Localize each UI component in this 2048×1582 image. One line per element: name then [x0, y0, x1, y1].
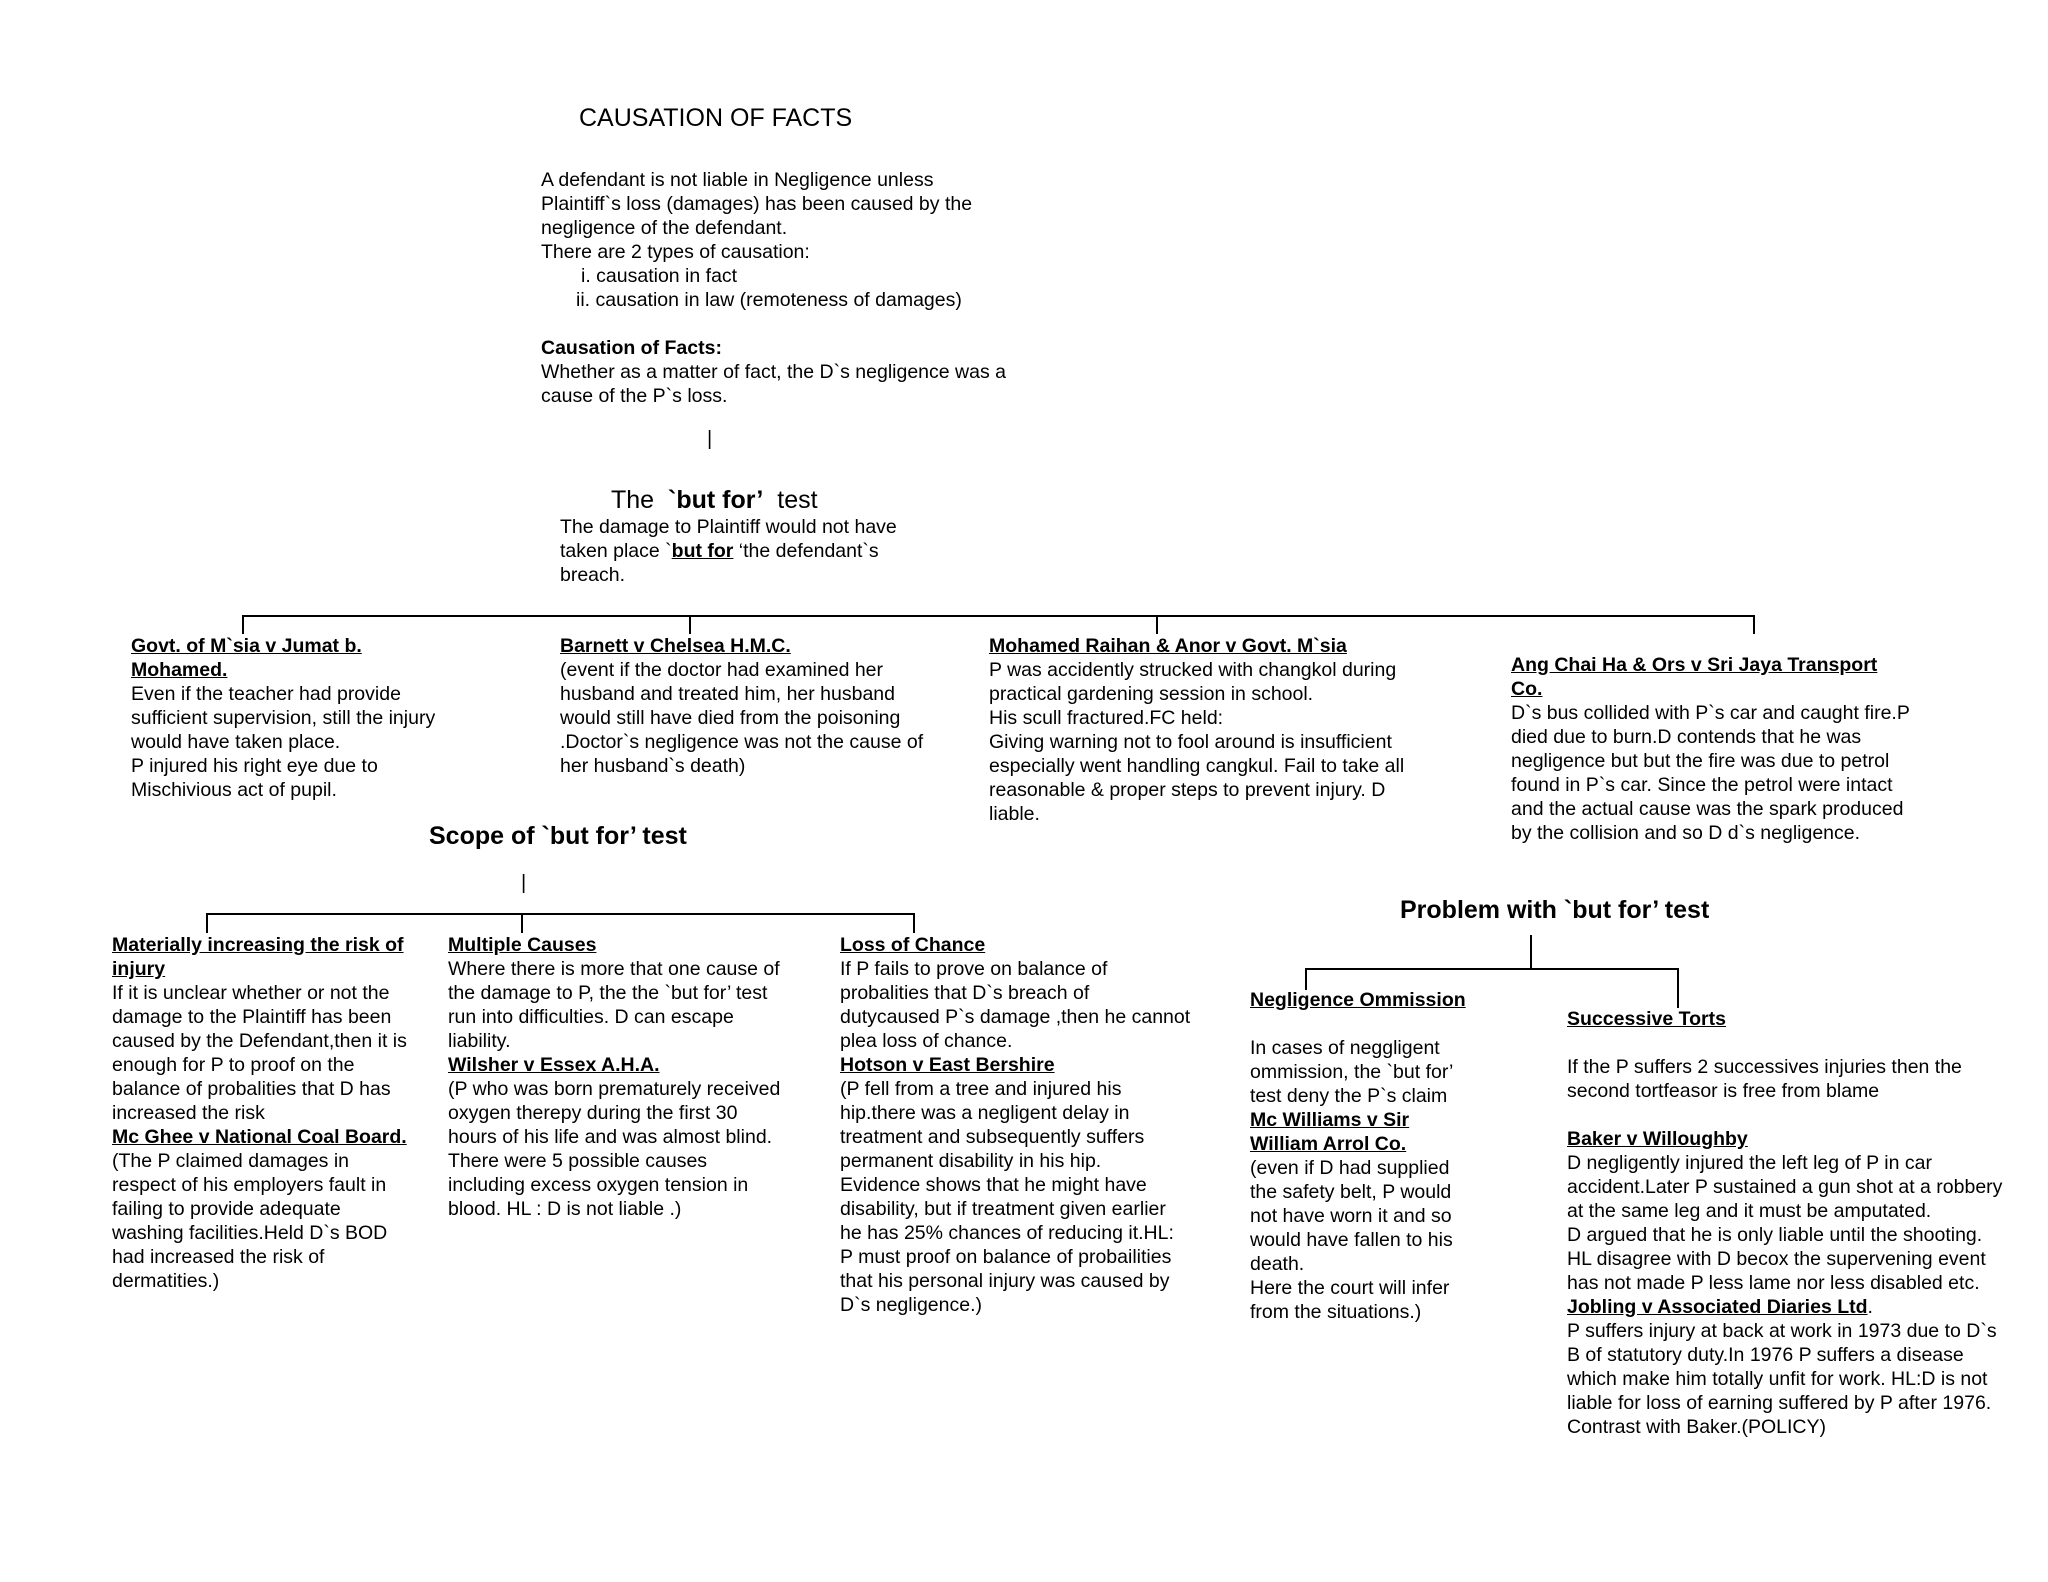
- case-text: practical gardening session in school.: [989, 683, 1314, 705]
- case-text: failing to provide adequate: [112, 1198, 341, 1220]
- definition-heading: Causation of Facts:: [541, 337, 722, 359]
- case-title: Jobling v Associated Diaries Ltd: [1567, 1296, 1868, 1318]
- definition-line: Whether as a matter of fact, the D`s negligence was a: [541, 361, 1006, 383]
- scope-text: plea loss of chance.: [840, 1030, 1013, 1052]
- intro-line: A defendant is not liable in Negligence unless: [541, 169, 934, 191]
- case-text: P injured his right eye due to: [131, 755, 378, 777]
- case-text: (The P claimed damages in: [112, 1150, 350, 1172]
- case-text: oxygen therepy during the first 30: [448, 1102, 738, 1124]
- case-barnett: [560, 634, 923, 778]
- case-text: His scull fractured.FC held:: [989, 707, 1224, 729]
- scope-text: If it is unclear whether or not the: [112, 982, 390, 1004]
- scope-title: Loss of Chance: [840, 934, 986, 956]
- scope-tree-branch: [206, 913, 208, 933]
- case-text: Mischivious act of pupil.: [131, 779, 337, 801]
- scope-tree-branch: [913, 913, 915, 933]
- case-text: B of statutory duty.In 1976 P suffers a disease: [1567, 1344, 1964, 1366]
- case-title: Mohamed Raihan & Anor v Govt. M`sia: [989, 635, 1347, 657]
- case-tree-branch: [1753, 615, 1755, 634]
- case-text: blood. HL : D is not liable .): [448, 1198, 682, 1220]
- page-title: CAUSATION OF FACTS: [579, 104, 853, 132]
- scope-text: damage to the Plaintiff has been: [112, 1006, 392, 1028]
- case-text: Here the court will infer: [1250, 1277, 1450, 1299]
- case-text: P must proof on balance of probailities: [840, 1246, 1172, 1268]
- problem-text: ommission, the `but for’: [1250, 1061, 1454, 1083]
- but-for-emphasis: but for: [671, 540, 734, 562]
- case-text: hours of his life and was almost blind.: [448, 1126, 773, 1148]
- but-for-heading: [611, 486, 818, 515]
- case-title: Mc Williams v Sir: [1250, 1109, 1410, 1131]
- problem-title: Successive Torts: [1567, 1008, 1726, 1030]
- case-text: D negligently injured the left leg of P in car: [1567, 1152, 1932, 1174]
- causation-types-list: [541, 264, 1006, 312]
- case-text: death.: [1250, 1253, 1305, 1275]
- case-text: HL disagree with D becox the supervening event: [1567, 1248, 1986, 1270]
- case-text: dermatities.): [112, 1270, 220, 1292]
- scope-text: dutycaused P`s damage ,then he cannot: [840, 1006, 1191, 1028]
- case-text: washing facilities.Held D`s BOD: [112, 1222, 388, 1244]
- case-text: D`s negligence.): [840, 1294, 982, 1316]
- case-text: would have fallen to his: [1250, 1229, 1453, 1251]
- case-title: Co.: [1511, 678, 1543, 700]
- case-text: (P who was born prematurely received: [448, 1078, 781, 1100]
- case-tree-branch: [1156, 615, 1158, 634]
- case-ang-chai-ha: [1511, 653, 1910, 845]
- case-text: P was accidently strucked with changkol during: [989, 659, 1397, 681]
- case-text: would still have died from the poisoning: [560, 707, 901, 729]
- connector-tick: |: [707, 428, 713, 450]
- problem-tree-stem: [1530, 935, 1532, 968]
- scope-heading: Scope of `but for’ test: [429, 822, 687, 850]
- case-text: (P fell from a tree and injured his: [840, 1078, 1122, 1100]
- case-text: Giving warning not to fool around is insufficient: [989, 731, 1392, 753]
- case-text: liable.: [989, 803, 1040, 825]
- case-text: by the collision and so D d`s negligence.: [1511, 822, 1861, 844]
- but-for-heading-term: `but for’: [668, 486, 764, 514]
- problem-text: test deny the P`s claim: [1250, 1085, 1448, 1107]
- problem-negligence-omission: [1250, 988, 1466, 1324]
- case-tree-branch: [242, 615, 244, 634]
- intro-block: [541, 168, 1006, 408]
- causation-type-item: i. causation in fact: [581, 265, 738, 287]
- case-text: (even if D had supplied: [1250, 1157, 1450, 1179]
- case-tree-branch: [689, 615, 691, 634]
- scope-multiple-causes: [448, 933, 780, 1221]
- case-text: .Doctor`s negligence was not the cause of: [560, 731, 924, 753]
- case-text: There were 5 possible causes: [448, 1150, 708, 1172]
- scope-materially-increasing-risk: [112, 933, 407, 1293]
- case-jumat: [131, 634, 435, 802]
- but-for-definition: [560, 515, 897, 587]
- definition-line: cause of the P`s loss.: [541, 385, 728, 407]
- scope-loss-of-chance: [840, 933, 1190, 1317]
- but-for-line: The damage to Plaintiff would not have: [560, 516, 897, 538]
- scope-text: liability.: [448, 1030, 511, 1052]
- problem-successive-torts: [1567, 1007, 2002, 1439]
- case-raihan: [989, 634, 1404, 826]
- case-text: that his personal injury was caused by: [840, 1270, 1170, 1292]
- case-text: liable for loss of earning suffered by P after 1976.: [1567, 1392, 1992, 1414]
- case-text: treatment and subsequently suffers: [840, 1126, 1145, 1148]
- but-for-line: breach.: [560, 564, 626, 586]
- scope-tree-horizontal-line: [206, 913, 914, 915]
- case-text: has not made P less lame nor less disabled etc.: [1567, 1272, 1980, 1294]
- intro-line: negligence of the defendant.: [541, 217, 788, 239]
- scope-text: If P fails to prove on balance of: [840, 958, 1108, 980]
- scope-text: increased the risk: [112, 1102, 265, 1124]
- case-title: Hotson v East Bershire: [840, 1054, 1055, 1076]
- causation-type-item: ii. causation in law (remoteness of damages): [576, 289, 962, 311]
- scope-tree-branch: [521, 913, 523, 933]
- case-title: Wilsher v Essex A.H.A.: [448, 1054, 660, 1076]
- case-text: from the situations.): [1250, 1301, 1422, 1323]
- scope-title: injury: [112, 958, 166, 980]
- case-text: disability, but if treatment given earlier: [840, 1198, 1166, 1220]
- case-text: found in P`s car. Since the petrol were intact: [1511, 774, 1893, 796]
- problem-heading: Problem with `but for’ test: [1400, 896, 1710, 924]
- scope-text: enough for P to proof on the: [112, 1054, 355, 1076]
- case-text: P suffers injury at back at work in 1973 due to D`s: [1567, 1320, 1997, 1342]
- case-text: died due to burn.D contends that he was: [1511, 726, 1862, 748]
- case-title: Govt. of M`sia v Jumat b.: [131, 635, 362, 657]
- case-title: Ang Chai Ha & Ors v Sri Jaya Transport: [1511, 654, 1878, 676]
- problem-tree-branch: [1305, 968, 1307, 990]
- case-text: especially went handling cangkul. Fail to take all: [989, 755, 1405, 777]
- case-title: Mc Ghee v National Coal Board.: [112, 1126, 407, 1148]
- intro-line: Plaintiff`s loss (damages) has been caused by the: [541, 193, 973, 215]
- case-text: had increased the risk of: [112, 1246, 325, 1268]
- case-text: permanent disability in his hip.: [840, 1150, 1102, 1172]
- intro-line: There are 2 types of causation:: [541, 241, 810, 263]
- case-text: D argued that he is only liable until the shooting.: [1567, 1224, 1983, 1246]
- case-text: he has 25% chances of reducing it.HL:: [840, 1222, 1174, 1244]
- case-text: Even if the teacher had provide: [131, 683, 401, 705]
- case-title: Mohamed.: [131, 659, 228, 681]
- case-text: which make him totally unfit for work. HL:D is not: [1567, 1368, 1988, 1390]
- case-text: negligence but but the fire was due to petrol: [1511, 750, 1890, 772]
- scope-text: the damage to P, the the `but for’ test: [448, 982, 768, 1004]
- problem-tree-branch: [1677, 968, 1679, 1008]
- case-text: sufficient supervision, still the injury: [131, 707, 436, 729]
- case-title: Barnett v Chelsea H.M.C.: [560, 635, 791, 657]
- scope-text: run into difficulties. D can escape: [448, 1006, 734, 1028]
- scope-title: Multiple Causes: [448, 934, 597, 956]
- case-text: husband and treated him, her husband: [560, 683, 895, 705]
- case-text: and the actual cause was the spark produced: [1511, 798, 1904, 820]
- case-text: not have worn it and so: [1250, 1205, 1452, 1227]
- scope-text: Where there is more that one cause of: [448, 958, 780, 980]
- problem-text: If the P suffers 2 successives injuries then the: [1567, 1056, 1962, 1078]
- case-text: (event if the doctor had examined her: [560, 659, 884, 681]
- but-for-line: taken place `but for ‘the defendant`s: [560, 540, 879, 562]
- connector-tick: |: [521, 872, 527, 894]
- case-text: reasonable & proper steps to prevent injury. D: [989, 779, 1386, 801]
- scope-text: caused by the Defendant,then it is: [112, 1030, 407, 1052]
- case-text: D`s bus collided with P`s car and caught fire.P: [1511, 702, 1910, 724]
- case-tree-horizontal-line: [242, 615, 1755, 617]
- case-title-line: Jobling v Associated Diaries Ltd.: [1567, 1296, 1873, 1318]
- case-text: Contrast with Baker.(POLICY): [1567, 1416, 1827, 1438]
- scope-title: Materially increasing the risk of: [112, 934, 404, 956]
- problem-text: second tortfeasor is free from blame: [1567, 1080, 1880, 1102]
- problem-text: In cases of neggligent: [1250, 1037, 1440, 1059]
- case-text: hip.there was a negligent delay in: [840, 1102, 1130, 1124]
- scope-text: probalities that D`s breach of: [840, 982, 1090, 1004]
- case-title: Baker v Willoughby: [1567, 1128, 1748, 1150]
- but-for-heading-test: test: [777, 486, 818, 514]
- case-text: would have taken place.: [131, 731, 341, 753]
- scope-text: balance of probalities that D has: [112, 1078, 391, 1100]
- case-text: including excess oxygen tension in: [448, 1174, 749, 1196]
- case-text: accident.Later P sustained a gun shot at a robbery: [1567, 1176, 2003, 1198]
- but-for-heading-the: The: [611, 486, 655, 514]
- case-text: the safety belt, P would: [1250, 1181, 1452, 1203]
- problem-tree-horizontal-line: [1305, 968, 1679, 970]
- case-text: her husband`s death): [560, 755, 746, 777]
- case-text: at the same leg and it must be amputated.: [1567, 1200, 1932, 1222]
- case-text: respect of his employers fault in: [112, 1174, 387, 1196]
- problem-title: Negligence Ommission: [1250, 989, 1466, 1011]
- case-text: Evidence shows that he might have: [840, 1174, 1147, 1196]
- case-title: William Arrol Co.: [1250, 1133, 1407, 1155]
